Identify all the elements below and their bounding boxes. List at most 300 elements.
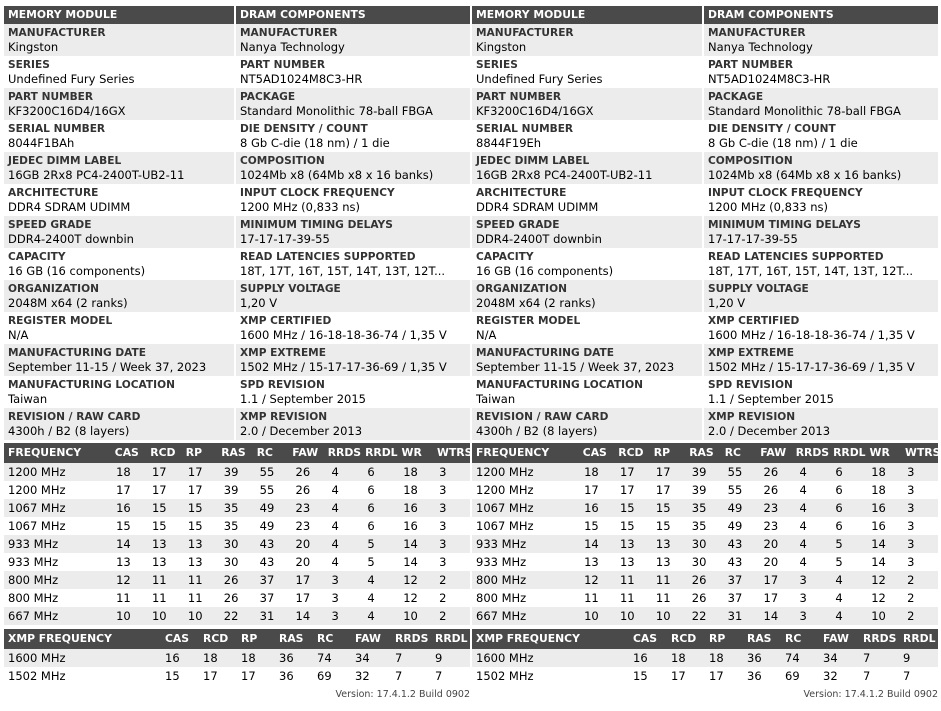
timing-cell: 933 MHz xyxy=(8,537,59,551)
property-row xyxy=(472,184,938,216)
timing-cell: 3 xyxy=(439,519,447,533)
timing-cell: 17 xyxy=(655,465,671,479)
dram-property xyxy=(234,184,470,216)
timing-cell: 933 MHz xyxy=(8,555,59,569)
xmp-cell: 36 xyxy=(279,651,294,665)
xmp-cell: 36 xyxy=(747,669,762,683)
timing-cell: 10 xyxy=(151,609,167,623)
timing-cell: 14 xyxy=(295,609,311,623)
timing-cell: 14 xyxy=(116,537,131,551)
dram-property xyxy=(702,88,938,120)
module-property xyxy=(472,248,702,280)
panel-header-row xyxy=(472,6,938,24)
timing-cell: 20 xyxy=(763,537,779,551)
timing-cell: 13 xyxy=(619,537,635,551)
property-value: Undefined Fury Series xyxy=(476,72,603,86)
xmp-row xyxy=(4,649,470,667)
timing-cell: 10 xyxy=(619,609,635,623)
property-row xyxy=(4,184,470,216)
property-row xyxy=(4,24,470,56)
timing-cell: 18 xyxy=(403,465,418,479)
xmp-cell: 16 xyxy=(165,651,180,665)
timing-cell: 20 xyxy=(295,537,311,551)
module-property xyxy=(4,88,234,120)
timing-cell: 1067 MHz xyxy=(8,519,66,533)
property-label: SERIES xyxy=(8,59,50,71)
timing-cell: 31 xyxy=(727,609,743,623)
property-label: PART NUMBER xyxy=(476,91,562,103)
module-property xyxy=(472,344,702,376)
timing-cell: 1200 MHz xyxy=(476,465,534,479)
timing-cell: 10 xyxy=(116,609,131,623)
timing-cell: 10 xyxy=(403,609,418,623)
property-value: 4300h / B2 (8 layers) xyxy=(8,424,130,438)
version-label: Version: 17.4.1.2 Build 0902 xyxy=(335,689,470,700)
xmp-cell: 18 xyxy=(671,651,686,665)
property-label: MANUFACTURER xyxy=(8,27,106,39)
timing-cell: 35 xyxy=(691,519,707,533)
property-label: REGISTER MODEL xyxy=(8,315,113,327)
timing-cell: 30 xyxy=(691,555,707,569)
timing-cell: 1200 MHz xyxy=(8,483,66,497)
timing-cell: 55 xyxy=(727,465,743,479)
property-value: DDR4 SDRAM UDIMM xyxy=(476,200,599,214)
timing-cell: 20 xyxy=(763,555,779,569)
timing-cell: 37 xyxy=(259,591,275,605)
property-value: Undefined Fury Series xyxy=(8,72,135,86)
property-label: CAPACITY xyxy=(476,251,534,263)
timing-cell: 6 xyxy=(835,465,843,479)
property-value: 1.1 / September 2015 xyxy=(708,392,834,406)
timing-cell: 11 xyxy=(151,573,167,587)
xmp-column-header: RC xyxy=(317,632,334,645)
dram-property xyxy=(702,344,938,376)
property-row xyxy=(4,88,470,120)
property-value: 1200 MHz (0,833 ns) xyxy=(708,200,829,214)
timing-cell: 667 MHz xyxy=(8,609,59,623)
property-label: REVISION / RAW CARD xyxy=(476,411,609,423)
timing-cell: 13 xyxy=(655,555,671,569)
property-row xyxy=(4,120,470,152)
timing-cell: 1067 MHz xyxy=(8,501,66,515)
timing-cell: 14 xyxy=(763,609,779,623)
property-row xyxy=(4,280,470,312)
property-value: 1600 MHz / 16-18-18-36-74 / 1,35 V xyxy=(240,328,447,342)
dram-components-header: DRAM COMPONENTS xyxy=(234,6,470,24)
property-row xyxy=(472,312,938,344)
timing-column-header: FREQUENCY xyxy=(8,446,82,459)
timing-cell: 4 xyxy=(835,573,843,587)
timing-column-header: CAS xyxy=(114,446,139,459)
timing-cell: 4 xyxy=(835,609,843,623)
module-property xyxy=(4,24,234,56)
timing-cell: 13 xyxy=(619,555,635,569)
property-row xyxy=(4,248,470,280)
property-row xyxy=(4,376,470,408)
timing-cell: 2 xyxy=(907,573,915,587)
property-label: MINIMUM TIMING DELAYS xyxy=(240,219,393,231)
property-value: 1024Mb x8 (64Mb x8 x 16 banks) xyxy=(240,168,434,182)
timing-cell: 39 xyxy=(223,483,239,497)
timing-table-header xyxy=(472,443,941,463)
timing-cell: 15 xyxy=(584,519,599,533)
timing-cell: 3 xyxy=(799,609,807,623)
timing-row xyxy=(4,553,470,571)
property-value: 1600 MHz / 16-18-18-36-74 / 1,35 V xyxy=(708,328,915,342)
property-value: 18T, 17T, 16T, 15T, 14T, 13T, 12T... xyxy=(708,264,914,278)
timing-cell: 49 xyxy=(727,519,743,533)
timing-cell: 17 xyxy=(151,483,167,497)
property-label: REGISTER MODEL xyxy=(476,315,581,327)
timing-cell: 4 xyxy=(799,537,807,551)
xmp-cell: 7 xyxy=(395,669,403,683)
xmp-cell: 7 xyxy=(863,651,871,665)
timing-cell: 17 xyxy=(295,573,311,587)
timing-cell: 11 xyxy=(151,591,167,605)
timing-cell: 4 xyxy=(367,609,375,623)
module-property xyxy=(472,24,702,56)
timing-cell: 26 xyxy=(763,483,779,497)
timing-cell: 5 xyxy=(835,537,843,551)
timing-cell: 35 xyxy=(691,501,707,515)
property-label: SERIES xyxy=(476,59,518,71)
property-label: PART NUMBER xyxy=(240,59,326,71)
timing-cell: 15 xyxy=(187,501,203,515)
xmp-cell: 69 xyxy=(317,669,332,683)
property-row xyxy=(472,344,938,376)
timing-cell: 6 xyxy=(367,465,375,479)
timing-cell: 12 xyxy=(403,573,418,587)
timing-column-header: WTRS xyxy=(437,446,473,459)
timing-cell: 15 xyxy=(655,519,671,533)
property-value: 1200 MHz (0,833 ns) xyxy=(240,200,361,214)
timing-cell: 14 xyxy=(871,555,886,569)
property-label: SUPPLY VOLTAGE xyxy=(240,283,341,295)
timing-column-header: FAW xyxy=(760,446,787,459)
timing-cell: 3 xyxy=(331,573,339,587)
property-value: N/A xyxy=(8,328,29,342)
xmp-cell: 74 xyxy=(785,651,800,665)
timing-cell: 11 xyxy=(116,591,131,605)
timing-cell: 2 xyxy=(439,573,447,587)
timing-row xyxy=(4,589,470,607)
timing-cell: 22 xyxy=(223,609,239,623)
property-row xyxy=(472,280,938,312)
xmp-cell: 1502 MHz xyxy=(8,669,66,683)
module-property xyxy=(4,344,234,376)
timing-cell: 11 xyxy=(584,591,599,605)
timing-cell: 3 xyxy=(907,483,915,497)
timing-cell: 15 xyxy=(151,519,167,533)
timing-cell: 13 xyxy=(655,537,671,551)
property-label: SERIAL NUMBER xyxy=(8,123,106,135)
timing-cell: 4 xyxy=(799,555,807,569)
xmp-column-header: RP xyxy=(241,632,258,645)
timing-cell: 6 xyxy=(835,519,843,533)
timing-cell: 30 xyxy=(691,537,707,551)
xmp-cell: 15 xyxy=(633,669,648,683)
property-value: Nanya Technology xyxy=(708,40,813,54)
timing-column-header: WR xyxy=(401,446,422,459)
property-value: KF3200C16D4/16GX xyxy=(476,104,594,118)
timing-cell: 16 xyxy=(403,519,418,533)
timing-cell: 49 xyxy=(727,501,743,515)
timing-cell: 15 xyxy=(187,519,203,533)
xmp-column-header: XMP FREQUENCY xyxy=(8,632,112,645)
module-property xyxy=(4,248,234,280)
timing-cell: 1200 MHz xyxy=(8,465,66,479)
property-label: PACKAGE xyxy=(708,91,764,103)
timing-cell: 6 xyxy=(367,501,375,515)
timing-cell: 3 xyxy=(439,555,447,569)
timing-row xyxy=(472,589,938,607)
dram-property xyxy=(234,280,470,312)
timing-cell: 10 xyxy=(871,609,886,623)
timing-cell: 37 xyxy=(727,591,743,605)
xmp-row xyxy=(472,667,938,685)
timing-row xyxy=(4,607,470,625)
dram-property xyxy=(702,312,938,344)
timing-cell: 13 xyxy=(187,537,203,551)
module-property xyxy=(472,120,702,152)
property-label: ORGANIZATION xyxy=(476,283,567,295)
timing-column-header: RP xyxy=(185,446,202,459)
module-property xyxy=(472,184,702,216)
property-value: 16GB 2Rx8 PC4-2400T-UB2-11 xyxy=(8,168,185,182)
xmp-cell: 32 xyxy=(823,669,838,683)
timing-cell: 667 MHz xyxy=(476,609,527,623)
timing-cell: 30 xyxy=(223,537,239,551)
module-property xyxy=(4,120,234,152)
timing-cell: 15 xyxy=(151,501,167,515)
timing-column-header: RRDS xyxy=(795,446,830,459)
xmp-column-header: RCD xyxy=(671,632,697,645)
timing-column-header: RRDS xyxy=(327,446,362,459)
module-property xyxy=(472,312,702,344)
dram-property xyxy=(234,344,470,376)
timing-cell: 37 xyxy=(259,573,275,587)
property-row xyxy=(472,216,938,248)
timing-cell: 1067 MHz xyxy=(476,501,534,515)
xmp-cell: 1502 MHz xyxy=(476,669,534,683)
xmp-column-header: CAS xyxy=(165,632,190,645)
module-property xyxy=(4,216,234,248)
property-label: MANUFACTURING DATE xyxy=(8,347,147,359)
property-label: JEDEC DIMM LABEL xyxy=(8,155,122,167)
property-value: DDR4 SDRAM UDIMM xyxy=(8,200,131,214)
timing-cell: 55 xyxy=(727,483,743,497)
timing-cell: 37 xyxy=(727,573,743,587)
timing-cell: 10 xyxy=(584,609,599,623)
timing-cell: 18 xyxy=(871,483,886,497)
panel-header-row xyxy=(4,6,470,24)
property-label: JEDEC DIMM LABEL xyxy=(476,155,590,167)
xmp-cell: 7 xyxy=(435,669,443,683)
property-value: N/A xyxy=(476,328,497,342)
module-property xyxy=(472,88,702,120)
timing-cell: 5 xyxy=(835,555,843,569)
timing-cell: 800 MHz xyxy=(476,591,527,605)
xmp-cell: 36 xyxy=(747,651,762,665)
module-property xyxy=(472,280,702,312)
timing-cell: 39 xyxy=(691,465,707,479)
property-row xyxy=(4,312,470,344)
dram-property xyxy=(234,312,470,344)
timing-row xyxy=(4,571,470,589)
timing-cell: 4 xyxy=(331,555,339,569)
module-property xyxy=(472,152,702,184)
timing-cell: 43 xyxy=(727,537,743,551)
timing-cell: 15 xyxy=(619,519,635,533)
xmp-cell: 17 xyxy=(241,669,256,683)
property-label: DIE DENSITY / COUNT xyxy=(708,123,836,135)
timing-cell: 16 xyxy=(871,519,886,533)
module-property xyxy=(4,152,234,184)
dram-property xyxy=(702,152,938,184)
property-label: READ LATENCIES SUPPORTED xyxy=(708,251,884,263)
timing-cell: 23 xyxy=(295,501,311,515)
dram-property xyxy=(234,120,470,152)
property-value: 17-17-17-39-55 xyxy=(708,232,798,246)
module-property xyxy=(4,280,234,312)
property-value: 16 GB (16 components) xyxy=(8,264,146,278)
property-value: 2.0 / December 2013 xyxy=(708,424,831,438)
timing-cell: 6 xyxy=(835,483,843,497)
timing-cell: 23 xyxy=(295,519,311,533)
xmp-column-header: RRDL xyxy=(435,632,468,645)
xmp-cell: 36 xyxy=(279,669,294,683)
timing-cell: 14 xyxy=(871,537,886,551)
property-value: 1.1 / September 2015 xyxy=(240,392,366,406)
property-row xyxy=(472,408,938,440)
timing-cell: 10 xyxy=(187,609,203,623)
dram-property xyxy=(702,248,938,280)
timing-cell: 22 xyxy=(691,609,707,623)
memory-module-header: MEMORY MODULE xyxy=(472,6,702,24)
property-row xyxy=(472,88,938,120)
timing-cell: 14 xyxy=(403,555,418,569)
timing-cell: 3 xyxy=(799,573,807,587)
xmp-column-header: RAS xyxy=(279,632,304,645)
xmp-cell: 9 xyxy=(903,651,911,665)
timing-cell: 3 xyxy=(907,501,915,515)
xmp-cell: 7 xyxy=(395,651,403,665)
timing-cell: 6 xyxy=(835,501,843,515)
dram-property xyxy=(702,120,938,152)
timing-cell: 800 MHz xyxy=(8,573,59,587)
dram-property xyxy=(234,376,470,408)
xmp-cell: 69 xyxy=(785,669,800,683)
timing-cell: 15 xyxy=(619,501,635,515)
property-row xyxy=(4,408,470,440)
property-value: Taiwan xyxy=(8,392,48,406)
timing-cell: 5 xyxy=(367,537,375,551)
property-value: 2048M x64 (2 ranks) xyxy=(476,296,596,310)
xmp-column-header: RP xyxy=(709,632,726,645)
dram-property xyxy=(234,152,470,184)
timing-cell: 933 MHz xyxy=(476,537,527,551)
timing-cell: 16 xyxy=(871,501,886,515)
timing-cell: 16 xyxy=(584,501,599,515)
timing-cell: 12 xyxy=(871,591,886,605)
xmp-table-header xyxy=(4,629,470,649)
dram-components-header: DRAM COMPONENTS xyxy=(702,6,938,24)
property-label: ORGANIZATION xyxy=(8,283,99,295)
timing-cell: 5 xyxy=(367,555,375,569)
xmp-cell: 1600 MHz xyxy=(8,651,66,665)
timing-cell: 3 xyxy=(331,609,339,623)
property-label: MANUFACTURING LOCATION xyxy=(476,379,643,391)
timing-column-header: RP xyxy=(653,446,670,459)
xmp-cell: 9 xyxy=(435,651,443,665)
property-label: MANUFACTURING LOCATION xyxy=(8,379,175,391)
property-label: XMP CERTIFIED xyxy=(708,315,800,327)
property-label: SPD REVISION xyxy=(240,379,325,391)
property-row xyxy=(4,344,470,376)
timing-cell: 49 xyxy=(259,519,275,533)
timing-cell: 35 xyxy=(223,501,239,515)
timing-column-header: RCD xyxy=(150,446,176,459)
timing-cell: 17 xyxy=(187,483,203,497)
xmp-column-header: CAS xyxy=(633,632,658,645)
property-value: Standard Monolithic 78-ball FBGA xyxy=(240,104,433,118)
property-row xyxy=(472,376,938,408)
timing-cell: 17 xyxy=(763,573,779,587)
property-label: INPUT CLOCK FREQUENCY xyxy=(240,187,395,199)
timing-cell: 14 xyxy=(403,537,418,551)
timing-cell: 39 xyxy=(223,465,239,479)
timing-cell: 23 xyxy=(763,501,779,515)
timing-cell: 49 xyxy=(259,501,275,515)
property-value: 17-17-17-39-55 xyxy=(240,232,330,246)
timing-cell: 17 xyxy=(619,465,635,479)
spd-panel-right xyxy=(472,6,941,700)
xmp-cell: 34 xyxy=(823,651,838,665)
property-label: ARCHITECTURE xyxy=(476,187,567,199)
timing-cell: 17 xyxy=(655,483,671,497)
property-value: 18T, 17T, 16T, 15T, 14T, 13T, 12T... xyxy=(240,264,446,278)
timing-cell: 43 xyxy=(259,537,275,551)
timing-cell: 2 xyxy=(907,591,915,605)
timing-cell: 933 MHz xyxy=(476,555,527,569)
timing-cell: 4 xyxy=(331,465,339,479)
property-label: DIE DENSITY / COUNT xyxy=(240,123,368,135)
property-label: MINIMUM TIMING DELAYS xyxy=(708,219,861,231)
dram-property xyxy=(234,88,470,120)
module-property xyxy=(4,408,234,440)
timing-cell: 4 xyxy=(331,501,339,515)
timing-cell: 26 xyxy=(691,573,707,587)
property-label: MANUFACTURER xyxy=(708,27,806,39)
timing-cell: 1200 MHz xyxy=(476,483,534,497)
property-row xyxy=(472,120,938,152)
timing-cell: 3 xyxy=(907,519,915,533)
property-value: KF3200C16D4/16GX xyxy=(8,104,126,118)
property-value: DDR4-2400T downbin xyxy=(8,232,134,246)
xmp-cell: 17 xyxy=(203,669,218,683)
timing-cell: 13 xyxy=(151,555,167,569)
dram-property xyxy=(702,216,938,248)
xmp-cell: 32 xyxy=(355,669,370,683)
timing-cell: 3 xyxy=(439,483,447,497)
timing-cell: 3 xyxy=(439,465,447,479)
xmp-column-header: FAW xyxy=(823,632,849,645)
timing-cell: 1067 MHz xyxy=(476,519,534,533)
property-value: 8044F1BAh xyxy=(8,136,75,150)
property-value: 2.0 / December 2013 xyxy=(240,424,363,438)
property-label: XMP EXTREME xyxy=(708,347,794,359)
xmp-cell: 16 xyxy=(633,651,648,665)
